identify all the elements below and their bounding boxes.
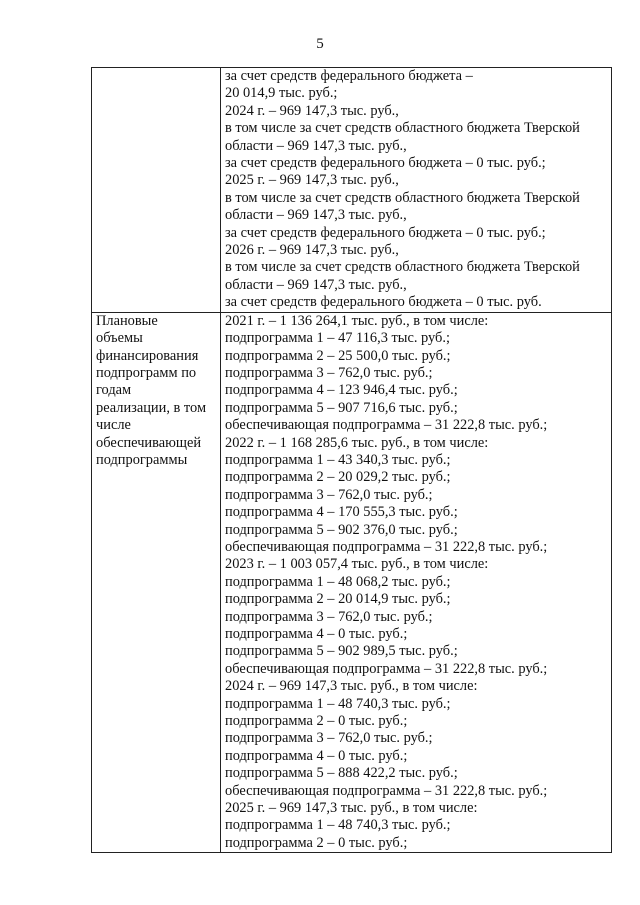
text-line: подпрограмма 4 – 170 555,3 тыс. руб.; (225, 504, 458, 521)
text-line: подпрограмма 3 – 762,0 тыс. руб.; (225, 608, 433, 625)
text-line: за счет средств федерального бюджета – (225, 68, 473, 84)
text-line: подпрограмма 5 – 902 989,5 тыс. руб.; (225, 643, 458, 660)
text-line: подпрограмма 4 – 0 тыс. руб.; (225, 747, 408, 764)
text-line: 2024 г. – 969 147,3 тыс. руб., в том числе: (225, 678, 478, 695)
label-line: реализации, в том (96, 399, 207, 416)
label-line: числе (96, 417, 131, 434)
text-line: в том числе за счет средств областного бюджета Тверской (225, 259, 580, 276)
text-line: 2025 г. – 969 147,3 тыс. руб., (225, 172, 399, 189)
text-line: в том числе за счет средств областного бюджета Тверской (225, 189, 580, 206)
text-line: подпрограмма 2 – 20 029,2 тыс. руб.; (225, 469, 451, 486)
text-line: 2025 г. – 969 147,3 тыс. руб., в том числе: (225, 800, 478, 817)
label-line: годам (96, 382, 132, 399)
text-line: обеспечивающая подпрограмма – 31 222,8 тыс. руб.; (225, 417, 548, 434)
label-line: Плановые (96, 312, 158, 329)
text-line: за счет средств федерального бюджета – 0 тыс. руб. (225, 294, 542, 311)
text-line: подпрограмма 1 – 47 116,3 тыс. руб.; (225, 330, 450, 347)
text-line: области – 969 147,3 тыс. руб., (225, 137, 407, 154)
text-line: подпрограмма 3 – 762,0 тыс. руб.; (225, 730, 433, 747)
text-line: подпрограмма 2 – 0 тыс. руб.; (225, 713, 408, 730)
text-line: за счет средств федерального бюджета – 0 тыс. руб.; (225, 155, 546, 172)
text-line: 2021 г. – 1 136 264,1 тыс. руб., в том числе: (225, 312, 489, 329)
text-line: области – 969 147,3 тыс. руб., (225, 276, 407, 293)
row-label-cell (92, 68, 221, 313)
text-line: обеспечивающая подпрограмма – 31 222,8 тыс. руб.; (225, 782, 548, 799)
text-line: 2023 г. – 1 003 057,4 тыс. руб., в том числе: (225, 556, 489, 573)
label-line: подпрограмм по (96, 364, 197, 381)
text-line: в том числе за счет средств областного бюджета Тверской (225, 120, 580, 137)
label-line: финансирования (96, 347, 199, 364)
text-line: подпрограмма 1 – 48 740,3 тыс. руб.; (225, 695, 451, 712)
text-line: 20 014,9 тыс. руб.; (225, 85, 338, 102)
text-line: подпрограмма 1 – 48 068,2 тыс. руб.; (225, 573, 451, 590)
text-line: обеспечивающая подпрограмма – 31 222,8 тыс. руб.; (225, 538, 548, 555)
text-line: 2022 г. – 1 168 285,6 тыс. руб., в том числе: (225, 434, 489, 451)
row-value-cell (221, 68, 612, 313)
text-line: подпрограмма 3 – 762,0 тыс. руб.; (225, 364, 433, 381)
text-line: подпрограмма 5 – 907 716,6 тыс. руб.; (225, 399, 458, 416)
text-line: подпрограмма 2 – 0 тыс. руб.; (225, 834, 408, 851)
row-value-cell (221, 312, 612, 853)
text-line: подпрограмма 2 – 20 014,9 тыс. руб.; (225, 591, 451, 608)
row-label-cell (92, 312, 221, 853)
text-line: подпрограмма 5 – 902 376,0 тыс. руб.; (225, 521, 458, 538)
text-line: подпрограмма 1 – 43 340,3 тыс. руб.; (225, 451, 451, 468)
page-number: 5 (316, 36, 324, 52)
text-line: подпрограмма 2 – 25 500,0 тыс. руб.; (225, 347, 451, 364)
label-line: подпрограммы (96, 451, 188, 468)
text-line: 2024 г. – 969 147,3 тыс. руб., (225, 102, 399, 119)
text-line: подпрограмма 3 – 762,0 тыс. руб.; (225, 486, 433, 503)
text-line: подпрограмма 4 – 123 946,4 тыс. руб.; (225, 382, 458, 399)
table-row-planned-volumes (92, 312, 612, 853)
label-line: объемы (96, 330, 143, 347)
text-line: подпрограмма 4 – 0 тыс. руб.; (225, 626, 408, 642)
text-line: 2026 г. – 969 147,3 тыс. руб., (225, 242, 399, 259)
text-line: подпрограмма 1 – 48 740,3 тыс. руб.; (225, 817, 451, 834)
text-line: обеспечивающая подпрограмма – 31 222,8 тыс. руб.; (225, 660, 548, 677)
table-row-continuation (92, 68, 612, 313)
label-line: обеспечивающей (96, 434, 202, 451)
text-line: области – 969 147,3 тыс. руб., (225, 207, 407, 224)
financing-table (91, 67, 612, 853)
text-line: за счет средств федерального бюджета – 0 тыс. руб.; (225, 224, 546, 241)
text-line: подпрограмма 5 – 888 422,2 тыс. руб.; (225, 765, 458, 782)
